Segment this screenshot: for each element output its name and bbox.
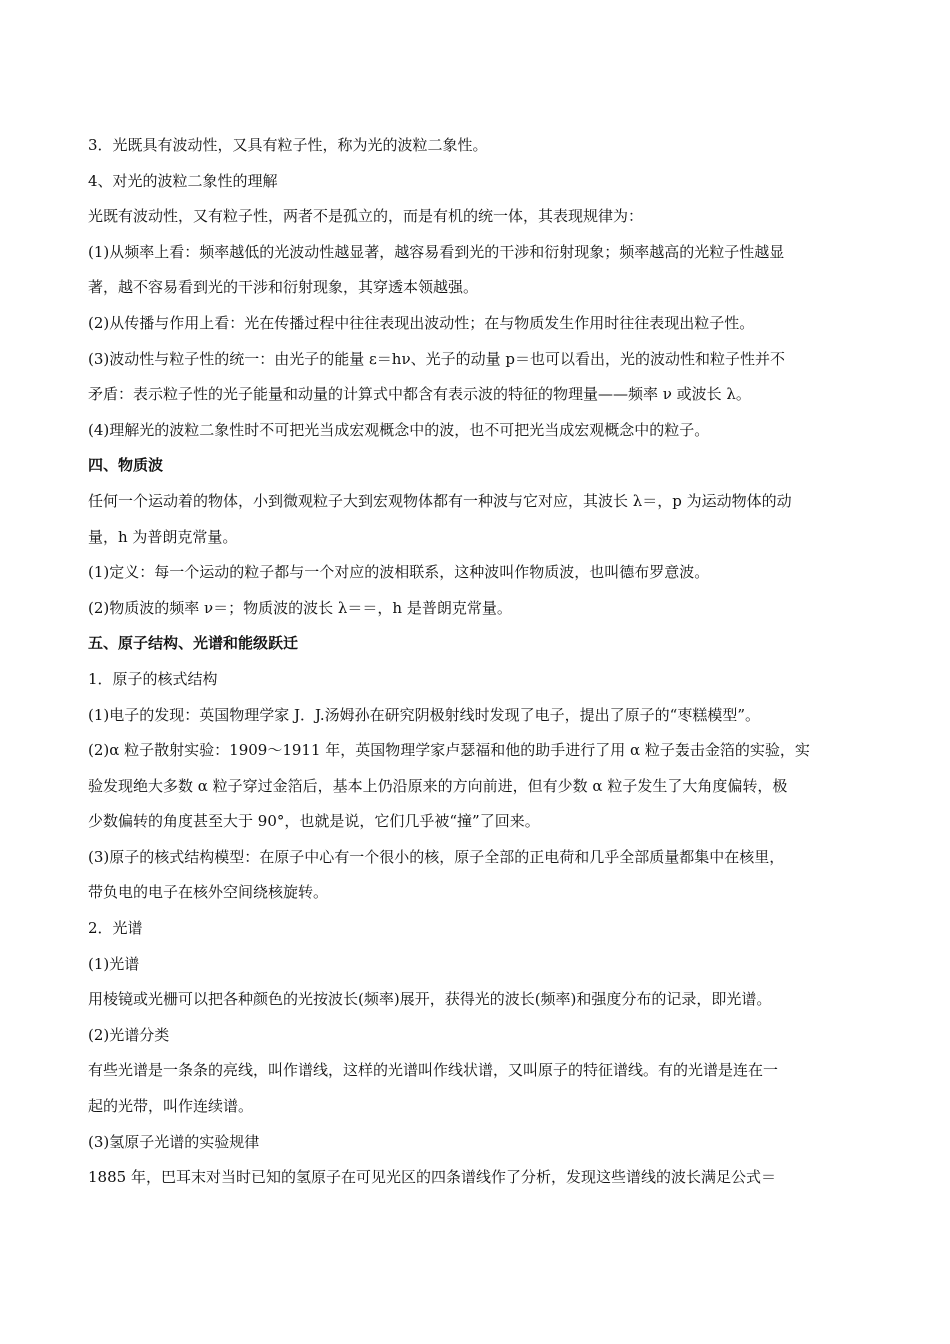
text-line: 光既有波动性，又有粒子性，两者不是孤立的，而是有机的统一体，其表现规律为： (88, 207, 644, 226)
text-line: 量，h 为普朗克常量。 (88, 527, 238, 546)
text-line: 有些光谱是一条条的亮线，叫作谱线，这样的光谱叫作线状谱，又叫原子的特征谱线。有的光谱是连在一 (88, 1061, 779, 1080)
text-line: (1)光谱 (88, 954, 140, 973)
text-line: (3)波动性与粒子性的统一：由光子的能量 ε＝hν、光子的动量 p＝也可以看出，光的波动性和粒子性并不 (88, 349, 785, 368)
section-heading: 四、物质波 (88, 456, 164, 475)
text-line: 任何一个运动着的物体，小到微观粒子大到宏观物体都有一种波与它对应，其波长 λ＝，p 为运动物体的动 (88, 491, 792, 510)
text-line: (3)氢原子光谱的实验规律 (88, 1132, 260, 1151)
text-line: 2．光谱 (88, 919, 143, 938)
text-line: 起的光带，叫作连续谱。 (88, 1097, 254, 1116)
text-line: 4、对光的波粒二象性的理解 (88, 171, 278, 190)
text-line: 1．原子的核式结构 (88, 669, 218, 688)
text-line: (2)物质波的频率 ν＝；物质波的波长 λ＝＝，h 是普朗克常量。 (88, 598, 512, 617)
text-line: (1)定义：每一个运动的粒子都与一个对应的波相联系，这种波叫作物质波，也叫德布罗意波。 (88, 563, 710, 582)
text-line: 矛盾：表示粒子性的光子能量和动量的计算式中都含有表示波的特征的物理量——频率 ν 或波长 λ。 (88, 385, 751, 404)
text-line: 验发现绝大多数 α 粒子穿过金箔后，基本上仍沿原来的方向前进，但有少数 α 粒子发生了大角度偏转，极 (88, 776, 788, 795)
text-line: 著，越不容易看到光的干涉和衍射现象，其穿透本领越强。 (88, 278, 479, 297)
text-line: (4)理解光的波粒二象性时不可把光当成宏观概念中的波，也不可把光当成宏观概念中的粒子。 (88, 420, 710, 439)
text-line: (2)α 粒子散射实验：1909～1911 年，英国物理学家卢瑟福和他的助手进行了用 α 粒子轰击金箔的实验，实 (88, 741, 810, 760)
section-heading: 五、原子结构、光谱和能级跃迁 (88, 634, 299, 653)
text-line: 用棱镜或光栅可以把各种颜色的光按波长(频率)展开，获得光的波长(频率)和强度分布的记录，即光谱。 (88, 990, 772, 1009)
text-line: 带负电的电子在核外空间绕核旋转。 (88, 883, 329, 902)
text-line: (1)从频率上看：频率越低的光波动性越显著，越容易看到光的干涉和衍射现象；频率越高的光粒子性越显 (88, 242, 785, 261)
text-line: (1)电子的发现：英国物理学家 J．J.汤姆孙在研究阴极射线时发现了电子，提出了原子的“枣糕模型”。 (88, 705, 760, 724)
text-line: (2)从传播与作用上看：光在传播过程中往往表现出波动性；在与物质发生作用时往往表现出粒子性。 (88, 313, 755, 332)
text-line: 少数偏转的角度甚至大于 90°，也就是说，它们几乎被“撞”了回来。 (88, 812, 540, 831)
text-line: 1885 年，巴耳末对当时已知的氢原子在可见光区的四条谱线作了分析，发现这些谱线的波长满足公式＝ (88, 1168, 776, 1187)
text-body (88, 128, 862, 1196)
text-line: (3)原子的核式结构模型：在原子中心有一个很小的核，原子全部的正电荷和几乎全部质量都集中在核里， (88, 847, 785, 866)
text-line: 3．光既具有波动性，又具有粒子性，称为光的波粒二象性。 (88, 136, 488, 154)
text-line: (2)光谱分类 (88, 1025, 170, 1044)
